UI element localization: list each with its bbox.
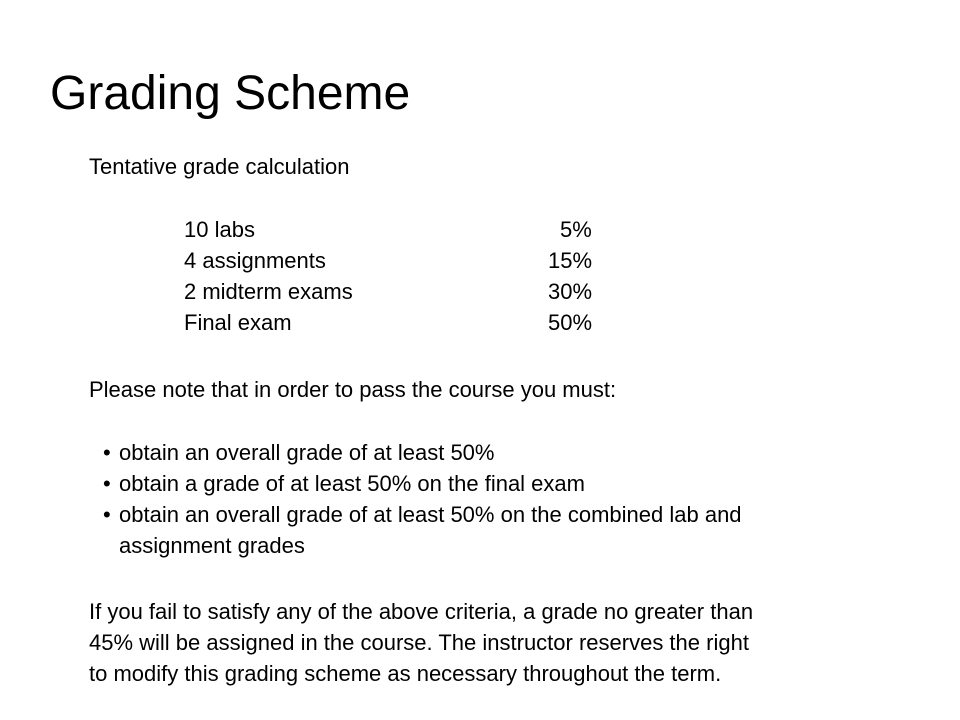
bullet-icon: • xyxy=(103,502,111,527)
criteria-item xyxy=(103,468,742,499)
grade-row-final xyxy=(184,307,650,338)
grade-item: 4 assignments xyxy=(184,248,326,273)
criteria-item xyxy=(103,499,742,530)
grade-item: Final exam xyxy=(184,310,292,335)
passing-criteria-list xyxy=(103,437,742,561)
bullet-icon: • xyxy=(103,440,111,465)
criteria-text: obtain an overall grade of at least 50% xyxy=(119,440,495,465)
criteria-text: obtain a grade of at least 50% on the final exam xyxy=(119,471,585,496)
footer-line: If you fail to satisfy any of the above criteria, a grade no greater than xyxy=(89,599,754,624)
grade-weight: 5% xyxy=(560,217,592,242)
grade-item: 10 labs xyxy=(184,217,255,242)
footer-paragraph xyxy=(89,596,929,689)
grade-weight: 50% xyxy=(548,310,593,335)
grade-row-midterms xyxy=(184,276,650,307)
grade-calculation-heading: Tentative grade calculation xyxy=(89,154,350,179)
slide-title: Grading Scheme xyxy=(50,67,411,120)
criteria-item-continuation xyxy=(103,530,742,561)
footer-line: to modify this grading scheme as necessary throughout the term. xyxy=(89,661,722,686)
bullet-icon: • xyxy=(103,471,111,496)
footer-line: 45% will be assigned in the course. The instructor reserves the right xyxy=(89,630,749,655)
grade-breakdown-table xyxy=(184,214,650,338)
grade-item: 2 midterm exams xyxy=(184,279,353,304)
grade-weight: 30% xyxy=(548,279,593,304)
grade-row-labs xyxy=(184,214,650,245)
criteria-text: obtain an overall grade of at least 50% on the combined lab and xyxy=(119,502,742,527)
passing-requirements-note: Please note that in order to pass the course you must: xyxy=(89,377,617,402)
criteria-text: assignment grades xyxy=(119,533,305,558)
grade-weight: 15% xyxy=(548,248,593,273)
criteria-item xyxy=(103,437,742,468)
grade-row-assignments xyxy=(184,245,650,276)
